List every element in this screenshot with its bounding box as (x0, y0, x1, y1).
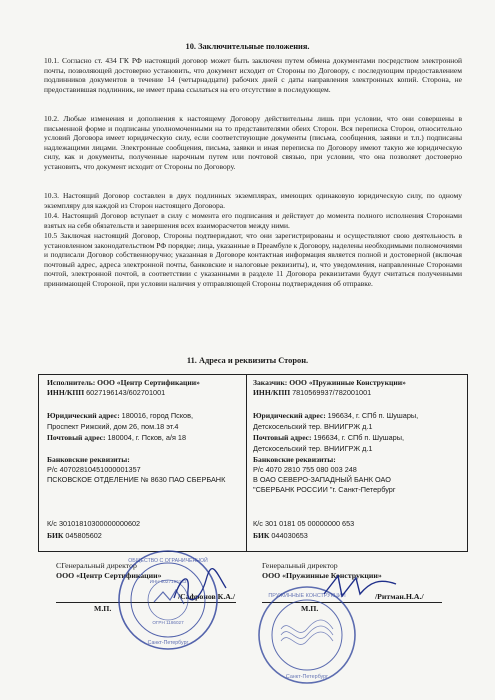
executor-corr-account: К/с 30101810300000000602 (47, 519, 141, 528)
right-mp-label: М.П. (301, 604, 319, 613)
customer-legal-address: Юридический адрес: 196634, г. СПб п. Шушары, (253, 411, 419, 420)
executor-legal-address: Юридический адрес: 180016, город Псков, (47, 411, 193, 420)
paragraph-10-3: 10.3. Настоящий Договор составлен в двух подлинных экземплярах, имеющих одинаковую юридическую силу, по одному экземпляру для каждой из Сторон настоящего Договора. (44, 191, 462, 210)
left-signer-org: ООО «Центр Сертификации» (56, 571, 162, 580)
customer-corr-account: К/с 301 0181 05 00000000 653 (253, 519, 355, 528)
paragraph-10-5: 10.5 Заключая настоящий Договор, Стороны подтверждают, что они зарегистрированы и осуществляют свою деятельность в установленном законодательством РФ порядке; лица, указанные в Преамбуле к Договору, наделены необходимыми полномочиями и подписали Договор собственноручно; указанная в Договоре контактная информация является полной и достоверной (включая почтовый адрес, адреса электронной почты, банковские и налоговые реквизиты), и, что уведомления, направленные Сторонами почтой, электронной почтой, в соответствии с указанными в разделе 11 Договора реквизитами будут считаться полученными принимающей Стороной, при условии наличия у отправляющей Стороны подтверждения об отправке. (44, 231, 462, 288)
left-signer-title: СГенеральный директор (56, 561, 137, 570)
left-signer-name: /Сафронов К.А./ (178, 592, 236, 601)
customer-inn: ИНН/КПП 7810569937/782001001 (253, 388, 372, 397)
customer-bank-name-line2: "СБЕРБАНК РОССИИ "г. Санкт-Петербург (253, 485, 396, 494)
right-signer-org: ООО «Пружинные Конструкции» (262, 571, 382, 580)
paragraph-10-2: 10.2. Любые изменения и дополнения к настоящему Договору действительны лишь при условии, что они совершены в письменной форме и подписаны уполномоченными на то представителями обеих Сторон. Вся переписка Сторон, относительно условий Договора имеет юридическую силу, если соответствующие документы (письма, сообщения, заявки и т.п.) подписаны надлежащими лицами. Электронные сообщения, письма, заявки и иная переписка по Договору имеют такую же юридическую силу, как и документы, полученные нарочным путем или почтовой связью, при условии, что она позволяет достоверно установить, что документ исходит от Стороны по Договору. (44, 114, 462, 171)
executor-account: Р/с 40702810451000001357 (47, 465, 141, 474)
svg-text:ОБЩЕСТВО С ОГРАНИЧЕННОЙ: ОБЩЕСТВО С ОГРАНИЧЕННОЙ (128, 558, 208, 564)
right-handwritten-signature (320, 568, 400, 604)
executor-inn: ИНН/КПП 6027196143/602701001 (47, 388, 166, 397)
right-signer-name: /Ритман.Н.А./ (375, 592, 424, 601)
svg-text:ПРУЖИННЫЕ КОНСТРУКЦИИ: ПРУЖИННЫЕ КОНСТРУКЦИИ (268, 593, 346, 599)
paragraph-10-4: 10.4. Настоящий Договор вступает в силу с момента его подписания и действует до момента полного исполнения Сторонами взятых на себя обязательств и завершения всех взаиморасчетов между ними. (44, 211, 462, 230)
svg-text:Санкт-Петербург: Санкт-Петербург (147, 640, 189, 646)
table-divider (246, 375, 247, 551)
executor-bik: БИК 045805602 (47, 531, 102, 540)
customer-name: Заказчик: ООО «Пружинные Конструкции» (253, 378, 406, 387)
svg-text:ИНН 6027196143: ИНН 6027196143 (149, 579, 187, 584)
requisites-table (38, 374, 468, 552)
section-10-title: 10. Заключительные положения. (185, 42, 310, 51)
customer-bik: БИК 044030653 (253, 531, 308, 540)
customer-postal-address-line2: Детскосельский тер. ВНИИГРЖ д.1 (253, 444, 373, 453)
left-mp-label: М.П. (94, 604, 112, 613)
svg-text:Санкт-Петербург: Санкт-Петербург (285, 674, 329, 680)
customer-postal-address: Почтовый адрес: 196634, г. СПб п. Шушары, (253, 433, 405, 442)
customer-legal-address-line2: Детскосельский тер. ВНИИГРЖ д.1 (253, 422, 373, 431)
executor-name: Исполнитель: ООО «Центр Сертификации» (47, 378, 200, 387)
right-signer-title: Генеральный директор (262, 561, 338, 570)
customer-bank-header: Банковские реквизиты: (253, 455, 336, 464)
executor-postal-address: Почтовый адрес: 180004, г. Псков, а/я 18 (47, 433, 187, 442)
executor-legal-address-line2: Проспект Рижский, дом 26, пом.18 эт.4 (47, 422, 179, 431)
svg-text:ОГРН 1186027: ОГРН 1186027 (152, 620, 184, 625)
customer-account: Р/с 4070 2810 755 080 003 248 (253, 465, 357, 474)
left-handwritten-signature (170, 568, 230, 608)
customer-bank-name: В ОАО СЕВЕРО-ЗАПАДНЫЙ БАНК ОАО (253, 475, 391, 484)
paragraph-10-1: 10.1. Согласно ст. 434 ГК РФ настоящий договор может быть заключен путем обмена документами посредством электронной почты, позволяющей достоверно установить, что документ исходит от Стороны по Договору, с последующим предоставлением подлинников документов в течение 14 (четырнадцати) рабочих дней с даты направления электронных копий. Сторона, не предоставившая подлинник, не имеет права ссылаться на его отсутствие в последующем. (44, 56, 462, 94)
executor-bank-header: Банковские реквизиты: (47, 455, 130, 464)
executor-bank-name: ПСКОВСКОЕ ОТДЕЛЕНИЕ № 8630 ПАО СБЕРБАНК (47, 475, 226, 484)
section-11-title: 11. Адреса и реквизиты Сторон. (186, 356, 309, 365)
